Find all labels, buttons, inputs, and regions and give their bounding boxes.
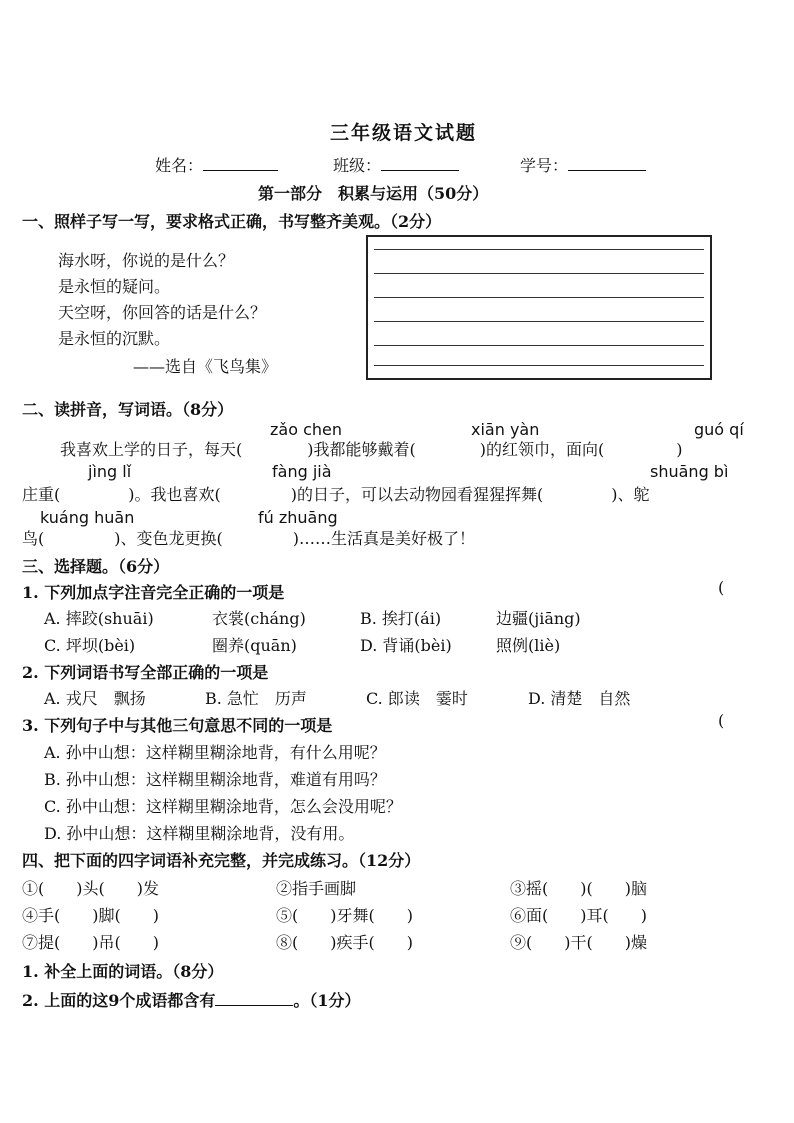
option-b: B. 孙中山想：这样糊里糊涂地背，难道有用吗？ bbox=[44, 770, 386, 789]
id-field[interactable] bbox=[520, 153, 646, 176]
pinyin: kuáng huān bbox=[40, 508, 135, 527]
option-a: A. 摔跤(shuāi) bbox=[44, 609, 154, 628]
idiom-item[interactable]: ④手( )脚( ) bbox=[22, 906, 159, 925]
name-blank[interactable] bbox=[203, 156, 278, 171]
option-d: D. 背诵(bèi) bbox=[360, 636, 452, 655]
pinyin: fú zhuāng bbox=[258, 508, 338, 527]
option-c-2: 圈养(quān) bbox=[212, 636, 297, 655]
idiom-item[interactable]: ⑦提( )吊( ) bbox=[22, 933, 159, 952]
q3-stem-1: 1. 下列加点字注音完全正确的一项是 bbox=[22, 583, 285, 602]
q2-line-2: 庄重( )。我也喜欢( )的日子，可以去动物园看猩猩挥舞( )、鸵 bbox=[22, 485, 650, 504]
option-c: C. 孙中山想：这样糊里糊涂地背，怎么会没用呢？ bbox=[44, 797, 402, 816]
idiom-item[interactable]: ⑤( )牙舞( ) bbox=[276, 906, 413, 925]
option-b: B. 急忙 历声 bbox=[205, 689, 307, 708]
q4-sub-2: 2. 上面的这9个成语都含有 。（1分） bbox=[22, 991, 361, 1010]
writing-line bbox=[374, 273, 704, 274]
poem-line: 天空呀，你回答的话是什么？ bbox=[58, 303, 267, 322]
class-label: 班级： bbox=[333, 156, 382, 175]
poem-line: 是永恒的疑问。 bbox=[58, 277, 171, 296]
part-heading: 第一部分 积累与运用（50分） bbox=[258, 184, 489, 203]
id-label: 学号： bbox=[520, 156, 569, 175]
writing-box[interactable] bbox=[366, 235, 712, 380]
q3-stem-2: 2. 下列词语书写全部正确的一项是 bbox=[22, 663, 269, 682]
option-d-2: 照例(liè) bbox=[496, 636, 561, 655]
option-b-2: 边疆(jiāng) bbox=[496, 609, 581, 628]
option-a: A. 戎尺 飘扬 bbox=[44, 689, 146, 708]
idiom-item[interactable]: ⑨( )干( )燥 bbox=[510, 933, 647, 952]
q3-stem-3: 3. 下列句子中与其他三句意思不同的一项是 bbox=[22, 716, 333, 735]
q4-heading: 四、把下面的四字词语补充完整，并完成练习。（12分） bbox=[22, 851, 421, 870]
name-field[interactable] bbox=[155, 153, 278, 176]
answer-blank[interactable] bbox=[215, 991, 293, 1006]
pinyin: xiān yàn bbox=[471, 420, 540, 439]
writing-line bbox=[374, 365, 704, 366]
option-d: D. 清楚 自然 bbox=[528, 689, 631, 708]
name-label: 姓名： bbox=[155, 156, 204, 175]
option-d: D. 孙中山想：这样糊里糊涂地背，没有用。 bbox=[44, 824, 355, 843]
q2-heading: 二、读拼音，写词语。（8分） bbox=[22, 400, 234, 419]
q1-heading: 一、照样子写一写，要求格式正确，书写整齐美观。（2分） bbox=[22, 212, 442, 231]
option-a: A. 孙中山想：这样糊里糊涂地背，有什么用呢？ bbox=[44, 743, 386, 762]
idiom-item[interactable]: ③摇( )( )脑 bbox=[510, 879, 647, 898]
writing-line bbox=[374, 249, 704, 250]
option-c: C. 郎读 霎时 bbox=[366, 689, 468, 708]
q2-line-1: 我喜欢上学的日子，每天( )我都能够戴着( )的红领巾，面向( ) bbox=[60, 440, 683, 459]
writing-line bbox=[374, 321, 704, 322]
answer-paren[interactable]: ( bbox=[718, 711, 725, 730]
pinyin: jìng lǐ bbox=[88, 462, 132, 481]
class-blank[interactable] bbox=[381, 156, 459, 171]
page-title: 三年级语文试题 bbox=[330, 122, 478, 144]
option-c: C. 坪坝(bèi) bbox=[44, 636, 136, 655]
id-blank[interactable] bbox=[568, 156, 646, 171]
pinyin: shuāng bì bbox=[650, 462, 729, 481]
pinyin: fàng jià bbox=[272, 462, 332, 481]
q2-line-3: 鸟( )、变色龙更换( )……生活真是美好极了！ bbox=[22, 529, 475, 548]
pinyin: zǎo chen bbox=[270, 420, 342, 439]
pinyin: guó qí bbox=[694, 420, 744, 439]
writing-line bbox=[374, 345, 704, 346]
option-a-2: 衣裳(cháng) bbox=[212, 609, 306, 628]
idiom-item: ②指手画脚 bbox=[276, 879, 357, 898]
q4-sub-1: 1. 补全上面的词语。（8分） bbox=[22, 962, 224, 981]
q3-heading: 三、选择题。（6分） bbox=[22, 557, 170, 576]
idiom-item[interactable]: ⑧( )疾手( ) bbox=[276, 933, 413, 952]
option-b: B. 挨打(ái) bbox=[360, 609, 442, 628]
idiom-item[interactable]: ⑥面( )耳( ) bbox=[510, 906, 647, 925]
writing-line bbox=[374, 297, 704, 298]
answer-paren[interactable]: ( bbox=[718, 578, 725, 597]
poem-line: 是永恒的沉默。 bbox=[58, 329, 171, 348]
poem-line: 海水呀，你说的是什么？ bbox=[58, 251, 235, 270]
poem-source: ——选自《飞鸟集》 bbox=[133, 357, 278, 376]
idiom-item[interactable]: ①( )头( )发 bbox=[22, 879, 159, 898]
class-field[interactable] bbox=[333, 153, 459, 176]
